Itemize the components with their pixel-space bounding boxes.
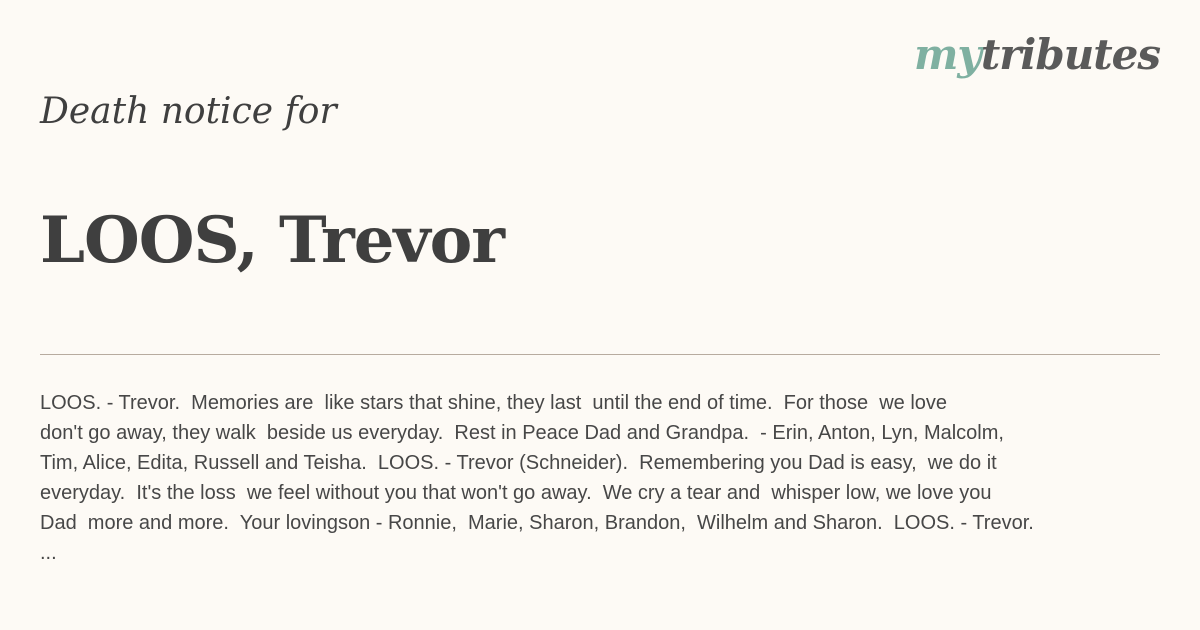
notice-ellipsis: ...: [40, 542, 57, 564]
notice-line: LOOS. - Trevor. Memories are like stars that shine, they last until the end of time. For those we love: [40, 392, 948, 414]
logo-my: my: [913, 30, 981, 79]
notice-line: everyday. It's the loss we feel without you that won't go away. We cry a tear and whisper low, we love you: [40, 482, 992, 504]
notice-line: Tim, Alice, Edita, Russell and Teisha. LOOS. - Trevor (Schneider). Remembering you Dad is easy, we do it: [40, 452, 997, 474]
section-divider: [40, 354, 1160, 355]
notice-text: [40, 388, 1140, 568]
death-notice-label: Death notice for: [40, 91, 337, 132]
mytributes-logo[interactable]: [913, 30, 1160, 79]
logo-tributes: tributes: [980, 30, 1160, 79]
notice-line: Dad more and more. Your lovingson - Ronnie, Marie, Sharon, Brandon, Wilhelm and Sharon. LOOS. - Trevor.: [40, 512, 1034, 534]
deceased-name: LOOS, Trevor: [40, 203, 504, 278]
notice-line: don't go away, they walk beside us everyday. Rest in Peace Dad and Grandpa. - Erin, Anton, Lyn, Malcolm,: [40, 422, 1004, 444]
